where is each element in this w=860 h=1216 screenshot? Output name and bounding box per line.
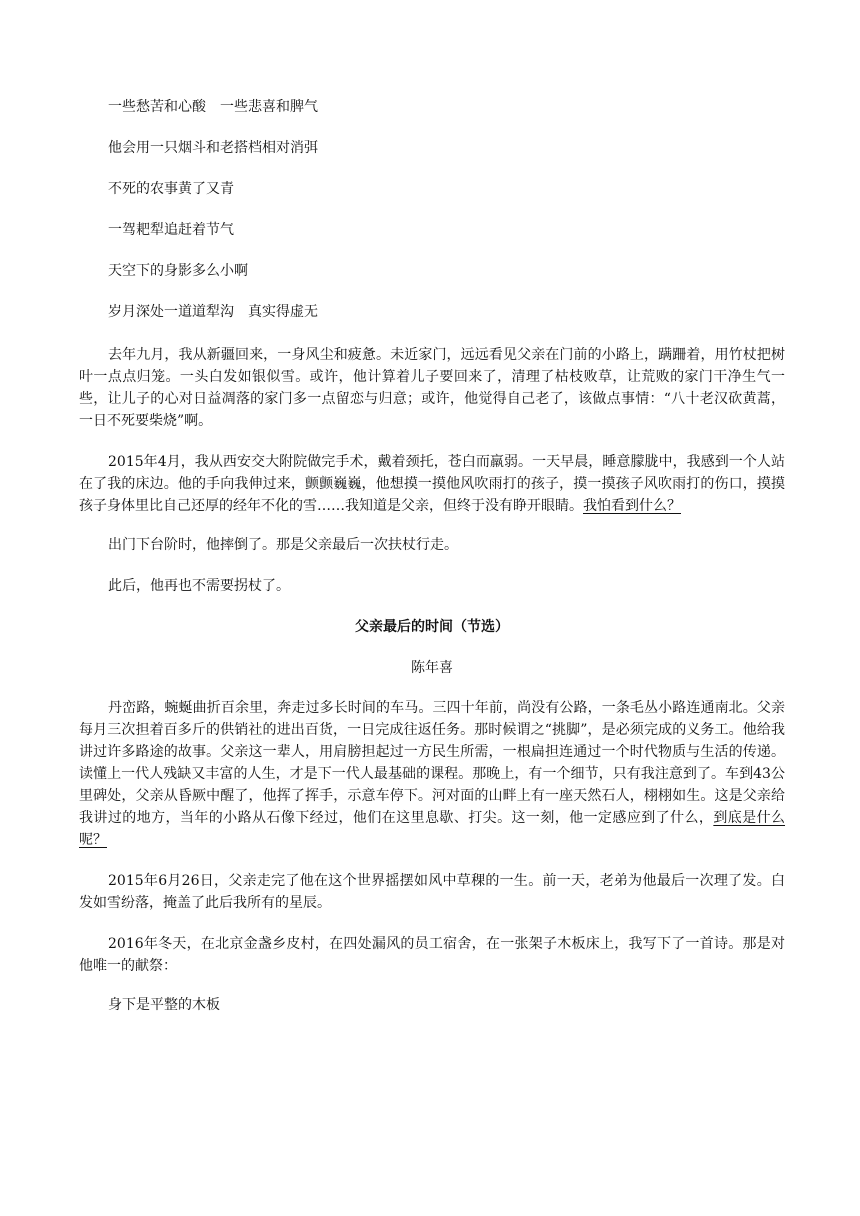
poem-line: 他会用一只烟斗和老搭档相对消弭 bbox=[108, 140, 318, 156]
poem-line: 一些愁苦和心酸 一些悲喜和脾气 bbox=[108, 99, 318, 115]
paragraph-poem-written: 2016年冬天，在北京金盏乡皮村，在四处漏风的员工宿舍，在一张架子木板床上，我写下了一首诗。那是对他唯一的献祭： bbox=[79, 936, 785, 974]
underlined-question: 到底是什么呢？ bbox=[79, 810, 786, 848]
poem-line: 身下是平整的木板 bbox=[108, 997, 220, 1013]
document-page bbox=[79, 98, 785, 1037]
paragraph-surgery-text: 2015年4月，我从西安交大附院做完手术，戴着颈托，苍白而羸弱。一天早晨，睡意朦胧中，我感到一个人站在了我的床边。他的手向我伸过来，颤颤巍巍，他想摸一摸他风吹雨打的孩子，摸一摸孩子风吹雨打的伤口，摸摸孩子身体里比自己还厚的经年不化的雪……我知道是父亲，但终于没有睁开眼睛。 bbox=[79, 454, 785, 514]
paragraph-no-cane: 此后，他再也不需要拐杖了。 bbox=[108, 578, 290, 594]
paragraph-passing: 2015年6月26日，父亲走完了他在这个世界摇摆如风中草稞的一生。前一天，老弟为他最后一次理了发。白发如雪纷落，掩盖了此后我所有的星辰。 bbox=[79, 873, 785, 911]
paragraph-surgery bbox=[79, 451, 785, 517]
poem-line: 不死的农事黄了又青 bbox=[108, 181, 234, 197]
paragraph-last-walk: 出门下台阶时，他摔倒了。那是父亲最后一次扶杖行走。 bbox=[108, 537, 458, 553]
paragraph-road bbox=[79, 697, 785, 851]
section-author: 陈年喜 bbox=[411, 660, 453, 676]
underlined-question: 我怕看到什么？ bbox=[583, 498, 681, 514]
poem-line: 一驾耙犁追赶着节气 bbox=[108, 222, 234, 238]
paragraph-road-text: 丹峦路，蜿蜒曲折百余里，奔走过多长时间的车马。三四十年前，尚没有公路，一条毛丛小路连通南北。父亲每月三次担着百多斤的供销社的进出百货，一日完成往返任务。那时候谓之“挑脚”，是必须完成的义务工。他给我讲过许多路途的故事。父亲这一辈人，用肩膀担起过一方民生所需，一根扁担连通过一个时代物质与生活的传递。读懂上一代人残缺又丰富的人生，才是下一代人最基础的课程。那晚上，有一个细节，只有我注意到了。车到43公里碑处，父亲从昏厥中醒了，他挥了挥手，示意车停下。河对面的山畔上有一座天然石人，栩栩如生。这是父亲给我讲过的地方，当年的小路从石像下经过，他们在这里息歇、打尖。这一刻，他一定感应到了什么， bbox=[79, 700, 785, 826]
section-title: 父亲最后的时间（节选） bbox=[355, 619, 509, 635]
paragraph-return-home: 去年九月，我从新疆回来，一身风尘和疲惫。未近家门，远远看见父亲在门前的小路上，蹒跚着，用竹杖把树叶一点点归笼。一头白发如银似雪。或许，他计算着儿子要回来了，清理了枯枝败草，让荒败的家门干净生气一些，让儿子的心对日益凋落的家门多一点留恋与归意；或许，他觉得自己老了，该做点事情：“八十老汉砍黄蒿，一日不死要柴烧”啊。 bbox=[79, 347, 785, 429]
poem-line: 天空下的身影多么小啊 bbox=[108, 263, 248, 279]
poem-line: 岁月深处一道道犁沟 真实得虚无 bbox=[108, 304, 318, 320]
